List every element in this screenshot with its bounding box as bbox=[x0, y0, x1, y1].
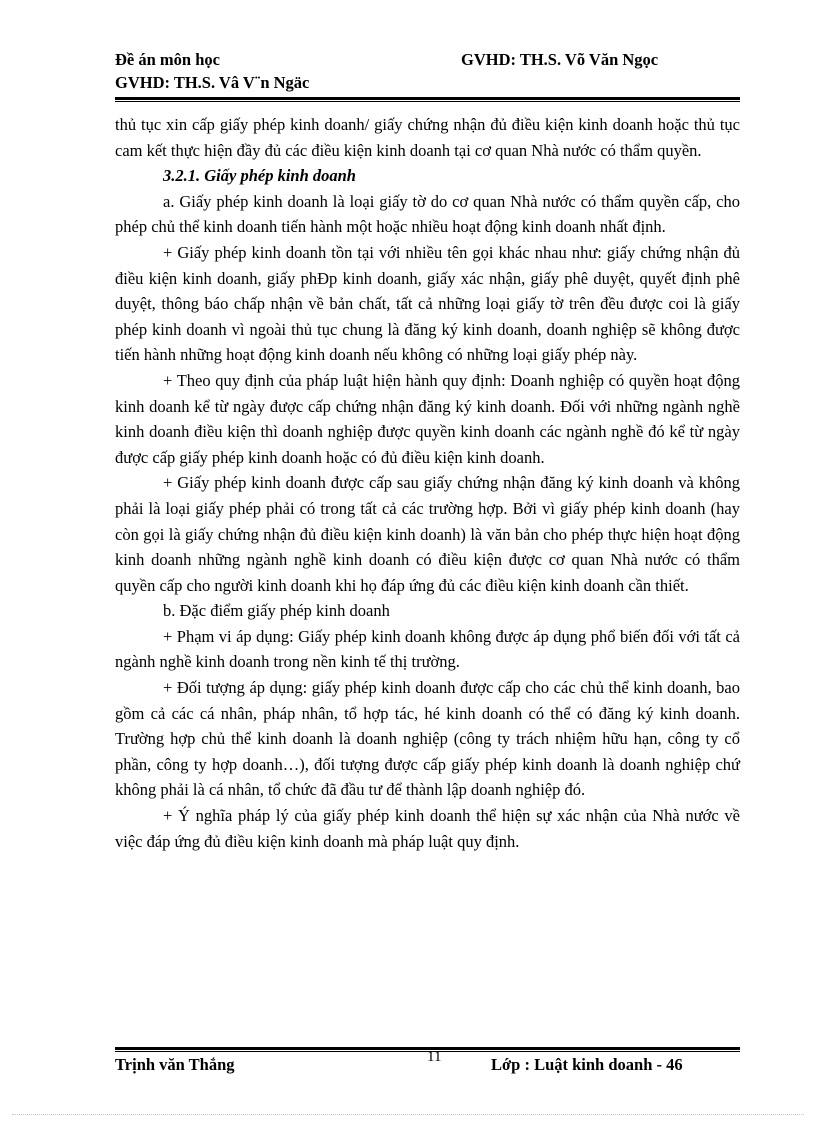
page-header bbox=[115, 48, 740, 94]
paragraph: thủ tục xin cấp giấy phép kinh doanh/ giấy chứng nhận đủ điều kiện kinh doanh hoặc thủ tục cam kết thực hiện đầy đủ các điều kiện kinh doanh tại cơ quan Nhà nước có thẩm quyền. bbox=[115, 115, 740, 160]
document-body bbox=[115, 112, 740, 854]
header-rule bbox=[115, 97, 740, 102]
footer-author: Trịnh văn Thắng bbox=[115, 1055, 235, 1074]
paragraph: + Giấy phép kinh doanh tồn tại với nhiều tên gọi khác nhau như: giấy chứng nhận đủ điều kiện kinh doanh, giấy phÐp kinh doanh, giấy xác nhận, giấy phê duyệt, quyết định phê duyệt, thông báo chấp nhận về bản chất, tất cả những loại giấy tờ trên đều được coi là giấy phép kinh doanh vì ngoài thủ tục chung là đăng ký kinh doanh, doanh nghiệp sẽ không được tiến hành những hoạt động kinh doanh nếu không có những loại giấy phép này. bbox=[115, 242, 740, 365]
header-supervisor: GVHD: TH.S. Võ Văn Ngọc bbox=[461, 50, 659, 69]
header-supervisor-garbled: GVHD: TH.S. Vâ V¨n Ngäc bbox=[115, 73, 310, 92]
page-number: 11 bbox=[427, 1049, 442, 1065]
paragraph: + Phạm vi áp dụng: Giấy phép kinh doanh không được áp dụng phổ biến đối với tất cả ngành nghề kinh doanh trong nền kinh tế thị trường. bbox=[115, 626, 740, 672]
page-edge-divider bbox=[12, 1114, 804, 1115]
paragraph: + Đối tượng áp dụng: giấy phép kinh doanh được cấp cho các chủ thể kinh doanh, bao gồm cả các cá nhân, pháp nhân, tổ hợp tác, hé kinh doanh có thể có đăng ký kinh doanh. Trường hợp chủ thể kinh doanh là doanh nghiệp (công ty trách nhiệm hữu hạn, công ty cổ phần, công ty hợp doanh…), đối tượng được cấp giấy phép kinh doanh là doanh nghiệp chứ không phải là cá nhân, tổ chức đã đầu tư để thành lập doanh nghiệp đó. bbox=[115, 678, 740, 800]
page-footer bbox=[115, 1049, 740, 1079]
paragraph: + Giấy phép kinh doanh được cấp sau giấy chứng nhận đăng ký kinh doanh và không phải là loại giấy phép phải có trong tất cả các trường hợp. Bởi vì giấy phép kinh doanh (hay còn gọi là giấy chứng nhận đủ điều kiện kinh doanh) là văn bản cho phép thực hiện hoạt động kinh doanh những ngành nghề kinh doanh có điều kiện được cơ quan Nhà nước có thẩm quyền cấp cho người kinh doanh khi họ đáp ứng đủ các điều kiện kinh doanh cần thiết. bbox=[115, 473, 740, 595]
paragraph: b. Đặc điểm giấy phép kinh doanh bbox=[163, 601, 390, 621]
paragraph: a. Giấy phép kinh doanh là loại giấy tờ do cơ quan Nhà nước có thẩm quyền cấp, cho phép chủ thể kinh doanh tiến hành một hoặc nhiều hoạt động kinh doanh nhất định. bbox=[115, 191, 740, 237]
footer-class: Lớp : Luật kinh doanh - 46 bbox=[491, 1055, 683, 1074]
paragraph: + Ý nghĩa pháp lý của giấy phép kinh doanh thể hiện sự xác nhận của Nhà nước về việc đáp ứng đủ điều kiện kinh doanh mà pháp luật quy định. bbox=[115, 806, 740, 851]
paragraph: + Theo quy định của pháp luật hiện hành quy định: Doanh nghiệp có quyền hoạt động kinh doanh kể từ ngày được cấp chứng nhận đăng ký kinh doanh. Đối với những ngành nghề kinh doanh điều kiện thì doanh nghiệp được quyền kinh doanh các ngành nghề đó kể từ ngày được cấp giấy phép kinh doanh hoặc có đủ điều kiện kinh doanh. bbox=[115, 370, 740, 467]
section-heading: 3.2.1. Giấy phép kinh doanh bbox=[163, 166, 356, 186]
header-course-title: Đề án môn học bbox=[115, 50, 220, 69]
